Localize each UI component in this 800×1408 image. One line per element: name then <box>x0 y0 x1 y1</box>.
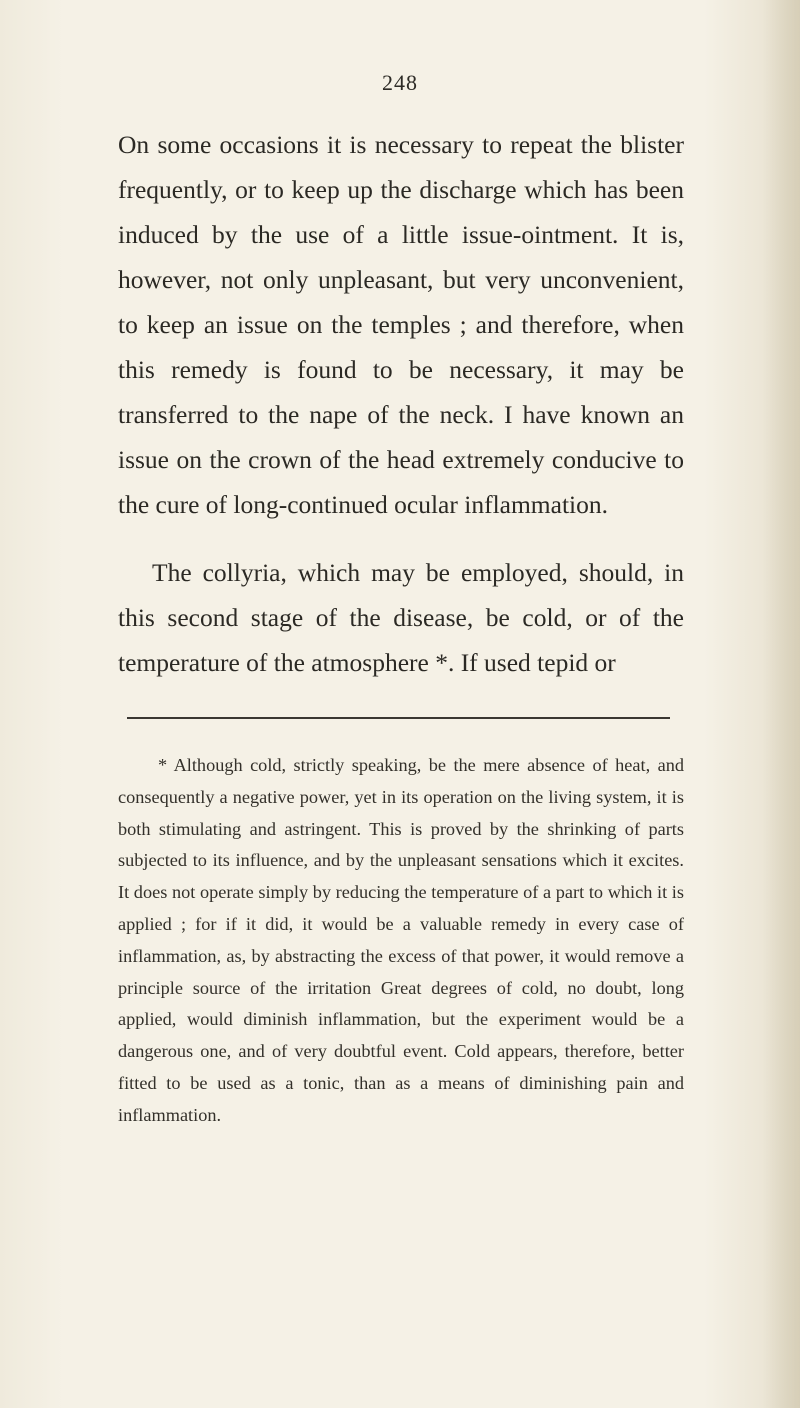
footnote: * Although cold, strictly speaking, be the mere absence of heat, and consequently a negative power, yet in its operation on the living system, it is both stimulating and astringent. This is proved by the shrinking of parts subjected to its influence, and by the unpleasant sensations which it excites. It does not operate simply by reducing the temperature of a part to which it is applied ; for if it did, it would be a valuable remedy in every case of inflammation, as, by abstracting the excess of that power, it would remove a principle source of the irritation Great degrees of cold, no doubt, long applied, would diminish inflammation, but the experiment would be a dangerous one, and of very doubtful event. Cold appears, therefore, better fitted to be used as a tonic, than as a means of diminishing pain and inflammation. <box>118 755 684 1125</box>
body-paragraph-2: The collyria, which may be employed, should, in this second stage of the disease, be cold, or of the temperature of the atmosphere *. If used tepid or <box>118 558 684 677</box>
body-paragraph-1: On some occasions it is necessary to repeat the blister frequently, or to keep up the discharge which has been induced by the use of a little issue-ointment. It is, however, not only unpleasant, but very unconvenient, to keep an issue on the temples ; and therefore, when this remedy is found to be necessary, it may be transferred to the nape of the neck. I have known an issue on the crown of the head extremely conducive to the cure of long-continued ocular inflammation. <box>118 130 684 519</box>
page-number: 248 <box>382 70 418 95</box>
main-text <box>118 122 684 685</box>
page-gutter-shadow <box>762 0 800 1408</box>
footnote-divider <box>127 717 670 719</box>
